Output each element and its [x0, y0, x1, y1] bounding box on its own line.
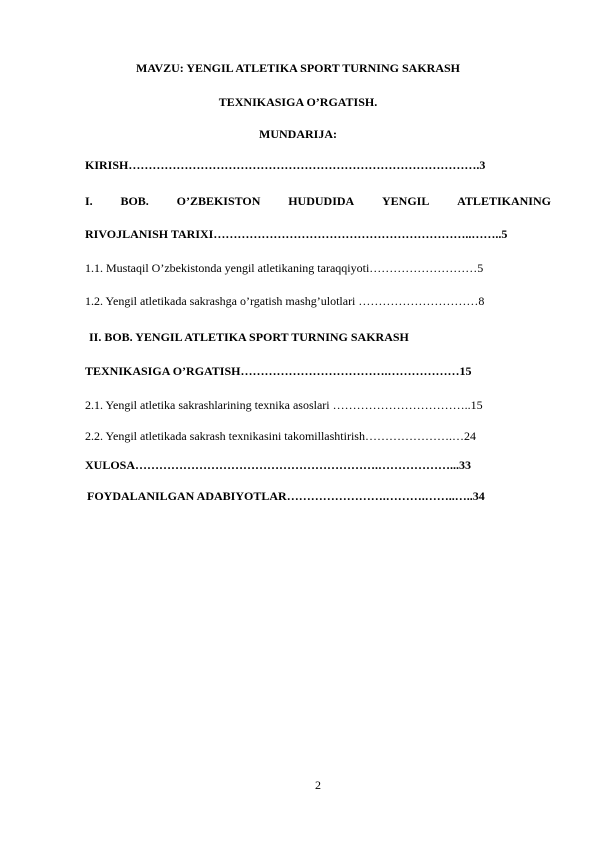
toc-entry-2-1: 2.1. Yengil atletika sakrashlarining texnika asoslari ……………………………..15: [85, 398, 483, 412]
toc-entry-bob1-line2: RIVOJLANISH TARIXI………………………………………………………..……..5: [85, 227, 508, 241]
toc-entry-1-1: 1.1. Mustaqil O’zbekistonda yengil atletikaning taraqqiyoti………………………5: [85, 261, 484, 275]
toc-entry-bob1-line1: [85, 194, 551, 208]
page-number: 2: [315, 778, 321, 792]
toc-entry-xulosa: XULOSA…………………………………………………….………………...33: [85, 458, 472, 472]
toc-entry-foydalanilgan-adabiyotlar: FOYDALANILGAN ADABIYOTLAR…………………….……….……..…..34: [87, 489, 485, 503]
toc-entry-bob2-line1: II. BOB. YENGIL ATLETIKA SPORT TURNING SAKRASH: [89, 330, 409, 344]
toc-word: YENGIL: [382, 194, 430, 208]
toc-entry-1-2: 1.2. Yengil atletikada sakrashga o’rgatish mashg’ulotlari …………………………8: [85, 294, 485, 308]
toc-word: BOB.: [120, 194, 149, 208]
contents-heading: MUNDARIJA:: [259, 127, 337, 141]
toc-entry-bob2-line2: TEXNIKASIGA O’RGATISH……………………………….………………15: [85, 364, 472, 378]
toc-entry-kirish: KIRISH…………………………………………………………………………….3: [85, 158, 486, 172]
toc-word: HUDUDIDA: [288, 194, 355, 208]
toc-entry-2-2: 2.2. Yengil atletikada sakrash texnikasini takomillashtirish………………….…24: [85, 429, 476, 443]
toc-word: ATLETIKANING: [457, 194, 551, 208]
toc-word: I.: [85, 194, 93, 208]
title-line-1: MAVZU: YENGIL ATLETIKA SPORT TURNING SAKRASH: [136, 61, 460, 75]
title-line-2: TEXNIKASIGA O’RGATISH.: [218, 95, 378, 109]
toc-word: O’ZBEKISTON: [176, 194, 261, 208]
